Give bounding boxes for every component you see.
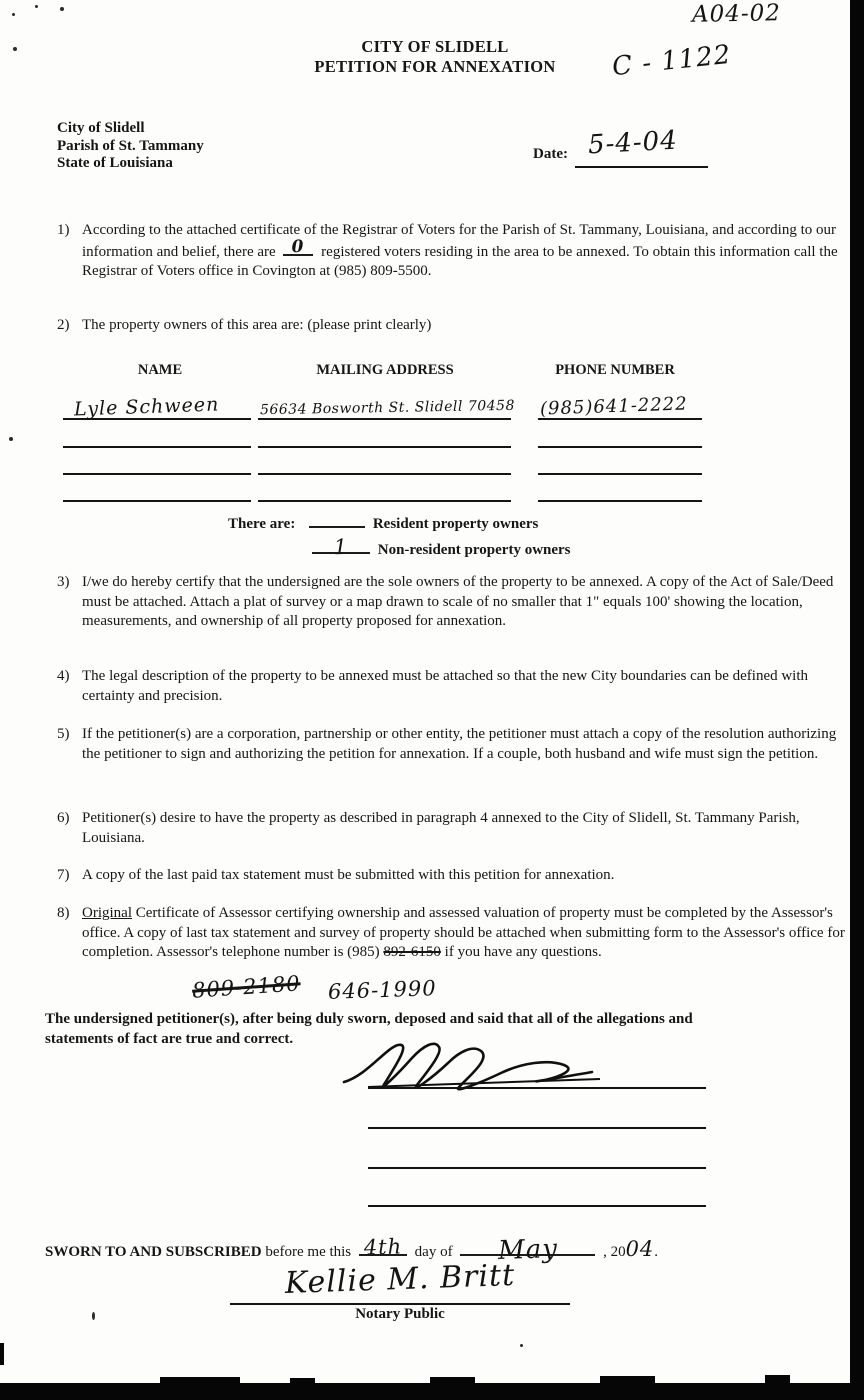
item-2-number: 2): [57, 317, 70, 333]
item-6-number: 6): [57, 810, 70, 826]
sworn-before-text: before me this: [265, 1244, 352, 1260]
resident-count-blank: [309, 513, 365, 528]
document-title: [240, 37, 630, 77]
item-4-text: The legal description of the property to be annexed must be attached so that the new City boundaries can be defined with certainty and precision.: [82, 668, 809, 704]
handwritten-owner-address: 56634 Bosworth St. Slidell 70458: [259, 397, 516, 419]
handwritten-voter-count: 0: [291, 236, 306, 258]
notary-signature: Kellie M. Britt: [284, 1257, 516, 1302]
scan-artifact-dash: [290, 1378, 315, 1383]
sworn-month-blank: [460, 1233, 595, 1266]
column-header-mailing-address: MAILING ADDRESS: [316, 362, 454, 378]
item-6-text: Petitioner(s) desire to have the property as described in paragraph 4 annexed to the City of Slidell, St. Tammany Parish, Louisiana.: [82, 810, 800, 846]
scan-artifact-mark: [0, 1343, 4, 1365]
title-line-1: CITY OF SLIDELL: [361, 37, 509, 56]
scan-speck: [92, 1312, 95, 1320]
scan-edge-band-right: [850, 0, 864, 1400]
scan-speck: [520, 1344, 523, 1347]
handwritten-nonresident-count: 1: [333, 534, 349, 559]
item-3-text: I/we do hereby certify that the undersigned are the sole owners of the property to be annexed. A copy of the Act of Sale/Deed must be attached. Attach a plat of survey or a map drawn to scale of no smaller that 1" equals 100' showing the location, measurements, and ownership of all property proposed for annexation.: [82, 574, 834, 629]
table-line: [258, 500, 511, 502]
item-2: [57, 316, 848, 336]
issuer-block: [57, 120, 204, 173]
table-line: [258, 446, 511, 448]
counts-nonresident-row: [308, 534, 571, 561]
table-line: [538, 500, 702, 502]
column-header-phone-number: PHONE NUMBER: [555, 362, 675, 378]
handwritten-case-number: C - 1122: [610, 39, 733, 83]
scan-artifact-dash: [765, 1375, 790, 1383]
issuer-state: State of Louisiana: [57, 155, 173, 171]
item-5: [57, 725, 848, 764]
item-4: [57, 667, 848, 706]
scan-speck: [13, 47, 17, 51]
sworn-lead: SWORN TO AND SUBSCRIBED: [45, 1244, 262, 1260]
issuer-parish: Parish of St. Tammany: [57, 137, 204, 154]
sworn-period: .: [654, 1244, 659, 1260]
scan-speck: [9, 437, 13, 441]
item-1-text-pre: According to the attached certificate of the Registrar of Voters for the Parish of St. Tammany, Louisiana, and according to our information and belief, there are: [82, 222, 836, 260]
item-5-text: If the petitioner(s) are a corporation, partnership or other entity, the petitioner must attach a copy of the resolution authorizing the petitioner to sign and authorizing the petition for annexation. If a couple, both husband and wife must sign the petition.: [82, 726, 837, 762]
scan-artifact-dash: [430, 1377, 475, 1383]
notary-public-label: Notary Public: [355, 1306, 445, 1322]
item-7-text: A copy of the last paid tax statement must be submitted with this petition for annexation.: [82, 867, 615, 883]
date-label: Date:: [533, 146, 568, 162]
item-7: [57, 866, 848, 886]
sworn-day-blank: [359, 1233, 407, 1260]
table-line: [258, 418, 511, 420]
scan-speck: [12, 13, 15, 16]
scan-speck: [35, 5, 38, 8]
item-8-text-mid: Certificate of Assessor certifying ownership and assessed valuation of property must be completed by the Assessor's office. A copy of last tax statement and survey of property should be attached when submitting form to the Assessor's office for completion. Assessor's telephone number is (985): [82, 905, 845, 960]
item-5-number: 5): [57, 726, 70, 742]
item-3: [57, 573, 848, 632]
item-8-text-post: if you have any questions.: [444, 944, 602, 960]
handwritten-phone-scribbled: 809-2180: [191, 971, 302, 1003]
column-header-name: NAME: [137, 362, 183, 378]
registered-voters-blank: [283, 236, 313, 258]
item-8-underlined-word: Original: [82, 905, 132, 921]
counts-intro: There are:: [228, 516, 296, 532]
table-line: [258, 473, 511, 475]
counts-resident-row: [228, 513, 538, 535]
table-line: [538, 473, 702, 475]
table-line: [538, 446, 702, 448]
title-line-2: PETITION FOR ANNEXATION: [314, 57, 556, 76]
date-line: [575, 166, 708, 168]
nonresident-owners-label: Non-resident property owners: [377, 542, 571, 558]
handwritten-year: 04: [625, 1237, 655, 1261]
signature-line-2: [368, 1127, 706, 1129]
handwritten-corner-code: A04-02: [691, 0, 782, 28]
handwritten-owner-phone: (985)641-2222: [539, 393, 688, 420]
item-1-text-post: registered voters residing in the area to be annexed. To obtain this information call the Registrar of Voters office in Covington at (985) 809-5500.: [82, 243, 838, 279]
issuer-city: City of Slidell: [57, 120, 145, 136]
item-6: [57, 809, 848, 848]
handwritten-phone-correction: 646-1990: [327, 976, 438, 1004]
signature-line-4: [368, 1205, 706, 1207]
notary-signature-line: [230, 1303, 570, 1305]
item-2-text: The property owners of this area are: (please print clearly): [82, 317, 432, 333]
scan-edge-band-bottom: [0, 1383, 864, 1400]
item-1: [57, 221, 848, 282]
item-8-number: 8): [57, 905, 70, 921]
signature-line-3: [368, 1167, 706, 1169]
table-line: [63, 473, 251, 475]
item-8: [57, 904, 848, 963]
resident-owners-label: Resident property owners: [372, 516, 539, 532]
handwritten-day: 4th: [363, 1233, 403, 1260]
affirmation-statement: The undersigned petitioner(s), after being duly sworn, deposed and said that all of the allegations and statements of fact are true and correct.: [45, 1011, 693, 1047]
sworn-year-prefix: , 20: [603, 1244, 626, 1260]
handwritten-owner-name: Lyle Schween: [73, 393, 220, 421]
table-line: [63, 446, 251, 448]
item-3-number: 3): [57, 574, 70, 590]
struck-assessor-phone: 892-6150: [383, 944, 441, 960]
sworn-day-of-text: day of: [414, 1244, 453, 1260]
scan-artifact-dash: [160, 1377, 240, 1383]
scan-speck: [60, 7, 64, 11]
table-line: [63, 500, 251, 502]
item-4-number: 4): [57, 668, 70, 684]
handwritten-month: May: [497, 1233, 559, 1266]
signature-line-1: [368, 1087, 706, 1089]
item-7-number: 7): [57, 867, 70, 883]
nonresident-count-blank: [312, 534, 370, 559]
handwritten-date: 5-4-04: [587, 125, 679, 161]
item-1-number: 1): [57, 222, 70, 238]
scan-artifact-dash: [600, 1376, 655, 1383]
